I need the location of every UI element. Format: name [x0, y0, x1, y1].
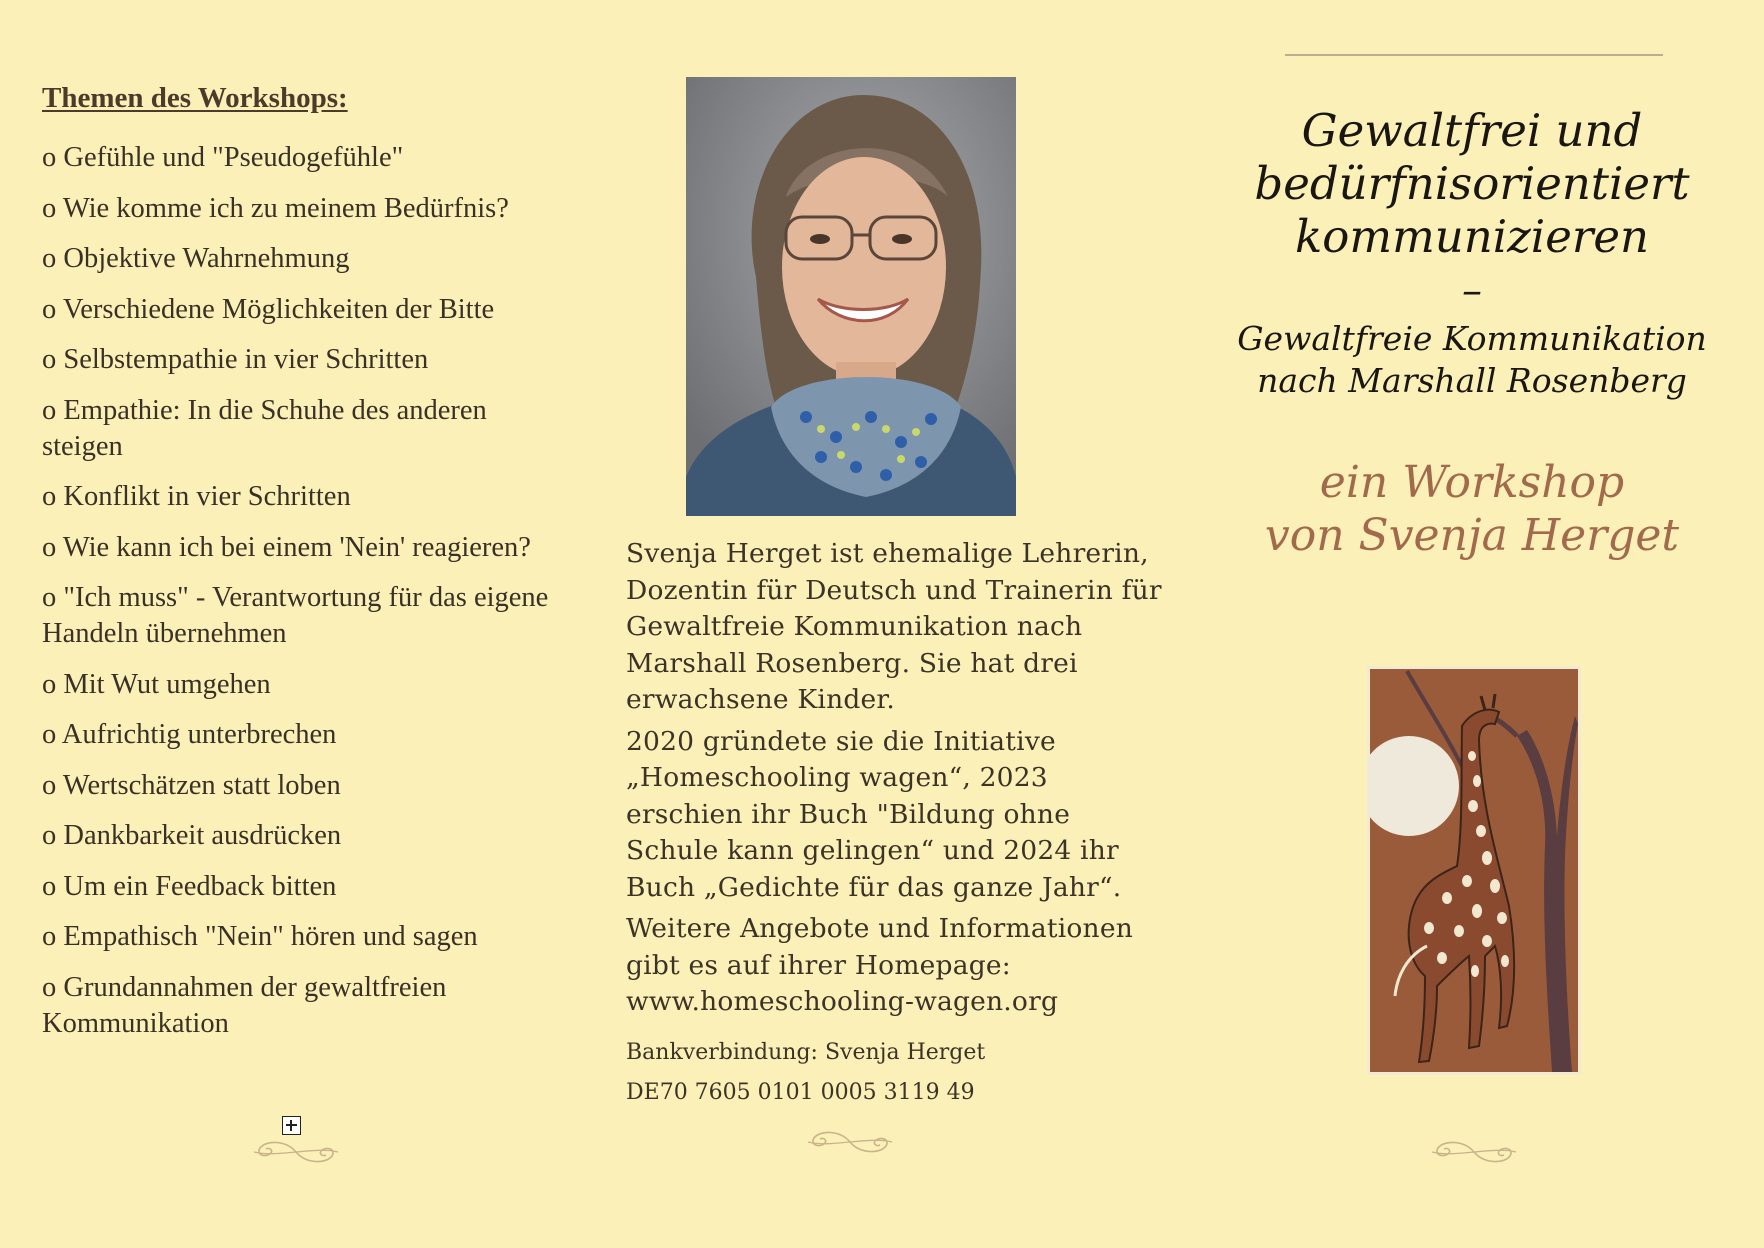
topic-item: o Selbstempathie in vier Schritten — [42, 344, 429, 375]
topic-item: o Mit Wut umgehen — [42, 668, 271, 700]
topic-item: o Grundannahmen der gewaltfreien Kommunikation — [42, 971, 447, 1039]
topic-item: o Verschiedene Möglichkeiten der Bitte — [42, 293, 495, 325]
divider-rule — [1285, 54, 1663, 56]
bio-paragraph: Weitere Angebote und Informationen gibt es auf ihrer Homepage: www.homeschooling-wagen.org — [626, 913, 1133, 1017]
flourish-ornament-icon — [246, 1136, 346, 1168]
topic-item: o Aufrichtig unterbrechen — [42, 719, 337, 750]
title-line: bedürfnisorientiert — [1254, 157, 1690, 210]
workshop-subtitle — [1220, 318, 1724, 402]
workshop-byline — [1220, 456, 1724, 562]
expand-toggle-icon[interactable] — [282, 1116, 301, 1135]
bank-details-label: Bankverbindung: Svenja Herget — [626, 1040, 986, 1065]
topic-item: o Wie komme ich zu meinem Bedürfnis? — [42, 192, 509, 224]
byline-line: ein Workshop — [1319, 457, 1625, 508]
title-line: Gewaltfrei und — [1301, 104, 1643, 157]
topic-item: o Dankbarkeit ausdrücken — [42, 820, 342, 851]
topics-panel — [42, 0, 562, 1248]
topic-item: o Konflikt in vier Schritten — [42, 481, 351, 512]
topics-heading: Themen des Workshops: — [42, 82, 348, 114]
subtitle-line: nach Marshall Rosenberg — [1257, 361, 1687, 400]
topic-item: o Empathisch "Nein" hören und sagen — [42, 921, 478, 952]
title-line: kommunizieren — [1295, 210, 1649, 263]
iban-number: DE70 7605 0101 0005 3119 49 — [626, 1080, 975, 1105]
cover-panel — [1220, 0, 1724, 1248]
workshop-title — [1220, 104, 1724, 263]
topic-item: o Objektive Wahrnehmung — [42, 243, 350, 274]
topic-item: o Wie kann ich bei einem 'Nein' reagieren? — [42, 531, 531, 563]
subtitle-line: Gewaltfreie Kommunikation — [1237, 319, 1707, 358]
topics-list — [42, 140, 562, 1056]
biography-panel — [626, 0, 1166, 1248]
flourish-ornament-icon — [1424, 1136, 1524, 1168]
topic-item: o Empathie: In die Schuhe des anderen steigen — [42, 394, 487, 462]
topic-item: o Um ein Feedback bitten — [42, 870, 337, 902]
title-dash: – — [1462, 268, 1482, 314]
giraffe-artwork — [1367, 666, 1581, 1075]
portrait-photo — [686, 77, 1016, 516]
topic-item: o Gefühle und "Pseudogefühle" — [42, 142, 404, 173]
bio-paragraph: Svenja Herget ist ehemalige Lehrerin, Dozentin für Deutsch und Trainerin für Gewaltfreie Kommunikation nach Marshall Rosenberg. Sie hat drei erwachsene Kinder. — [626, 538, 1162, 715]
flourish-ornament-icon — [800, 1126, 900, 1158]
topic-item: o Wertschätzen statt loben — [42, 769, 341, 801]
biography-text — [626, 536, 1166, 1021]
byline-line: von Svenja Herget — [1264, 510, 1680, 561]
bio-paragraph: 2020 gründete sie die Initiative „Homeschooling wagen“, 2023 erschien ihr Buch "Bildung ohne Schule kann gelingen“ und 2024 ihr Buch „Gedichte für das ganze Jahr“. — [626, 725, 1122, 903]
topic-item: o "Ich muss" - Verantwortung für das eigene Handeln übernehmen — [42, 582, 549, 649]
